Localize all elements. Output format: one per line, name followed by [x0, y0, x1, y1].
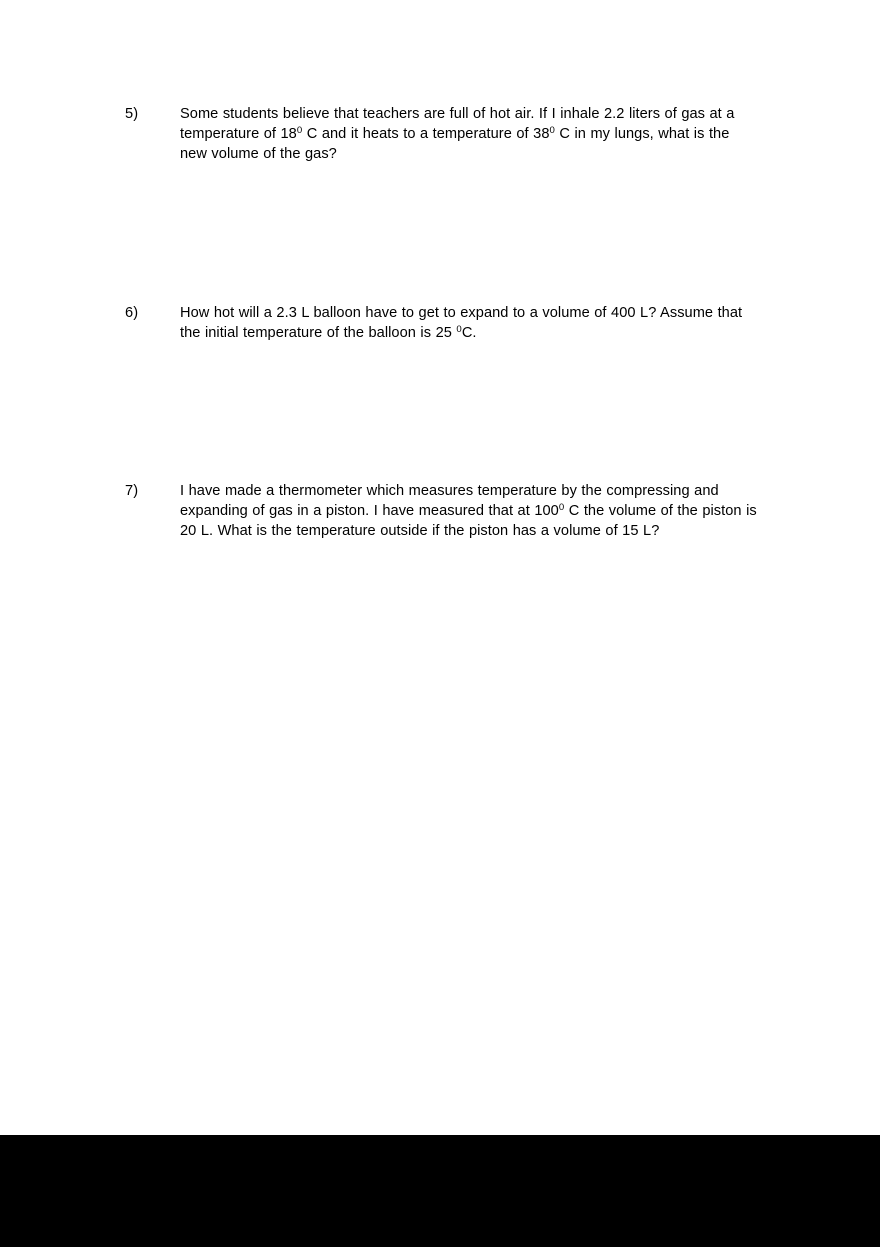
question-item	[125, 104, 750, 165]
page-footer-band	[0, 1135, 880, 1247]
degree-superscript: 0	[558, 502, 565, 514]
question-item	[125, 303, 750, 343]
question-text	[180, 104, 750, 165]
question-number: 6)	[125, 305, 139, 321]
degree-superscript: 0	[456, 324, 462, 336]
degree-superscript: 0	[549, 125, 555, 137]
question-number: 5)	[125, 106, 139, 122]
question-text-part: Some students believe that teachers are full of hot air. If I inhale 2.2 liters of gas at a temperature of 18	[180, 106, 735, 143]
question-text	[180, 303, 750, 343]
question-text-part: C in my lungs, what is the new volume of the gas?	[180, 126, 730, 163]
question-text-part: C and it heats to a temperature of 38	[302, 126, 550, 143]
question-text-part: C the volume of the piston is 20 L. What is the temperature outside if the piston has a volume of 15 L?	[180, 503, 757, 540]
question-number: 7)	[125, 483, 139, 499]
question-item	[125, 481, 757, 542]
question-text-part: C.	[461, 325, 477, 342]
question-text-part: How hot will a 2.3 L balloon have to get to expand to a volume of 400 L? Assume that the initial temperature of the balloon is 25	[180, 305, 743, 342]
question-text-part: I have made a thermometer which measures temperature by the compressing and expanding of gas in a piston. I have measured that at 100	[180, 483, 719, 520]
degree-superscript: 0	[296, 125, 303, 137]
question-text	[180, 481, 757, 542]
